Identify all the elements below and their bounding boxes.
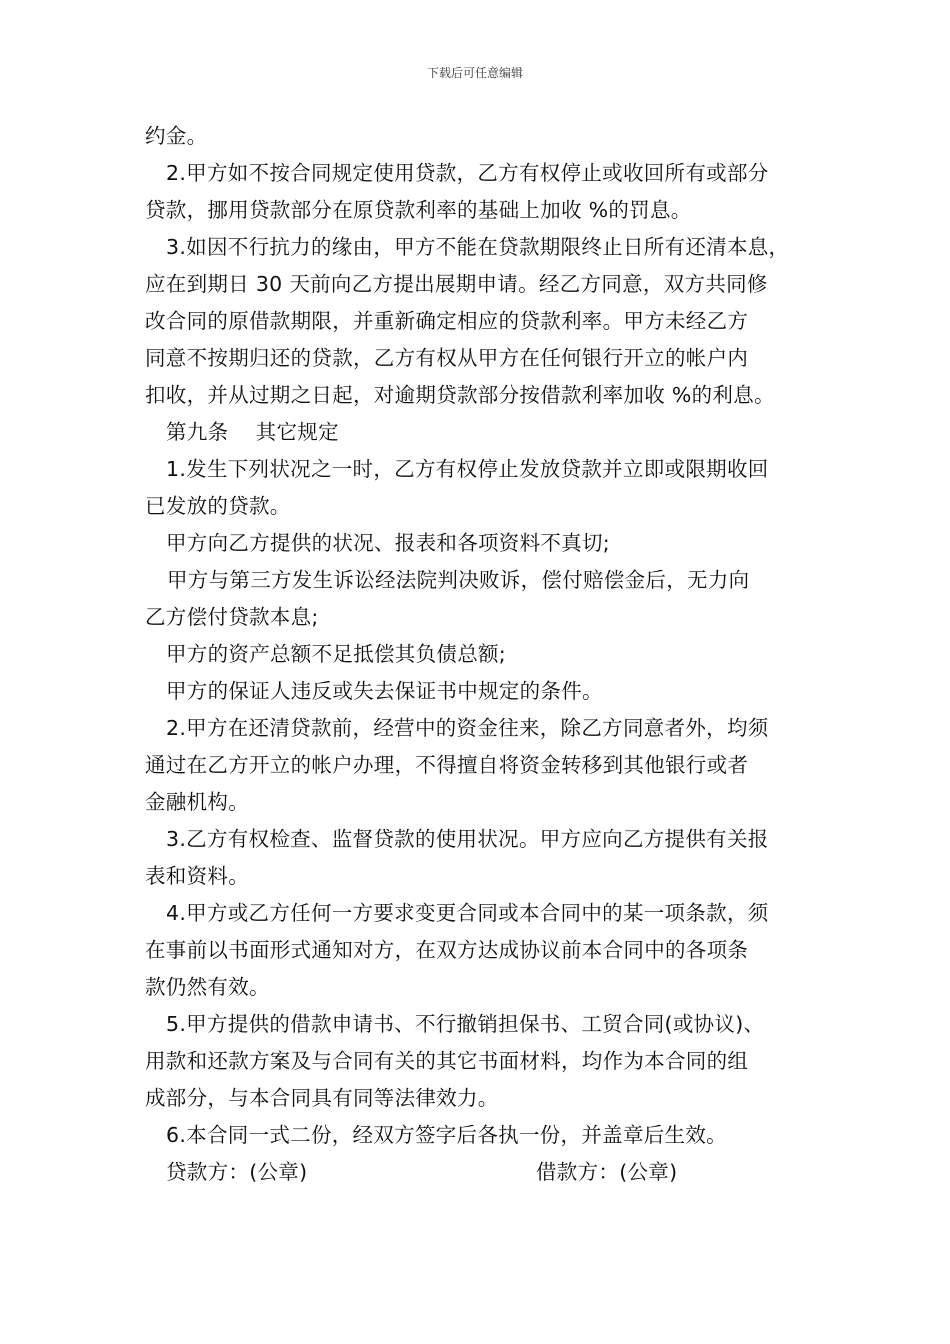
text-line: 在事前以书面形式通知对方，在双方达成协议前本合同中的各项条 bbox=[145, 938, 749, 962]
text-line: 3.乙方有权检查、监督贷款的使用状况。甲方应向乙方提供有关报 bbox=[166, 827, 769, 851]
text-line: 同意不按期归还的贷款，乙方有权从甲方在任何银行开立的帐户内 bbox=[145, 346, 749, 370]
text-line: 改合同的原借款期限，并重新确定相应的贷款利率。甲方未经乙方 bbox=[145, 309, 749, 333]
text-line: 甲方与第三方发生诉讼经法院判决败诉，偿付赔偿金后，无力向 bbox=[167, 568, 750, 592]
text-line: 通过在乙方开立的帐户办理，不得擅自将资金转移到其他银行或者 bbox=[145, 753, 749, 777]
text-line: 2.甲方在还清贷款前，经营中的资金往来，除乙方同意者外，均须 bbox=[166, 716, 769, 740]
text-line: 用款和还款方案及与合同有关的其它书面材料，均作为本合同的组 bbox=[145, 1049, 749, 1073]
borrower-signature: 借款方：(公章) bbox=[536, 1160, 678, 1184]
text-line: 3.如因不行抗力的缘由，甲方不能在贷款期限终止日所有还清本息， bbox=[166, 235, 790, 259]
text-line: 甲方的保证人违反或失去保证书中规定的条件。 bbox=[166, 679, 603, 703]
text-line: 1.发生下列状况之一时，乙方有权停止发放贷款并立即或限期收回 bbox=[166, 457, 769, 481]
text-line: 甲方的资产总额不足抵偿其负债总额; bbox=[166, 642, 507, 666]
text-line: 金融机构。 bbox=[145, 790, 249, 814]
text-line: 6.本合同一式二份，经双方签字后各执一份，并盖章后生效。 bbox=[166, 1123, 727, 1147]
document-body bbox=[145, 118, 810, 1191]
page-header: 下载后可任意编辑 bbox=[426, 66, 523, 80]
text-line: 扣收，并从过期之日起，对逾期贷款部分按借款利率加收 %的利息。 bbox=[145, 383, 775, 407]
text-line: 表和资料。 bbox=[145, 864, 249, 888]
section-heading: 第九条 其它规定 bbox=[166, 420, 339, 444]
text-line: 已发放的贷款。 bbox=[145, 494, 291, 518]
text-line: 贷款，挪用贷款部分在原贷款利率的基础上加收 %的罚息。 bbox=[145, 198, 692, 222]
text-line: 甲方向乙方提供的状况、报表和各项资料不真切; bbox=[166, 531, 611, 555]
text-line: 约金。 bbox=[145, 124, 208, 148]
text-line: 乙方偿付贷款本息; bbox=[145, 605, 319, 629]
text-line: 4.甲方或乙方任何一方要求变更合同或本合同中的某一项条款，须 bbox=[166, 901, 769, 925]
text-line: 5.甲方提供的借款申请书、不行撤销担保书、工贸合同(或协议)、 bbox=[166, 1012, 765, 1036]
text-line: 2.甲方如不按合同规定使用贷款，乙方有权停止或收回所有或部分 bbox=[166, 161, 769, 185]
text-line: 成部分，与本合同具有同等法律效力。 bbox=[145, 1086, 499, 1110]
text-line: 应在到期日 30 天前向乙方提出展期申请。经乙方同意，双方共同修 bbox=[145, 272, 768, 296]
signature-row bbox=[145, 1154, 810, 1191]
lender-signature: 贷款方：(公章) bbox=[166, 1160, 308, 1184]
text-line: 款仍然有效。 bbox=[145, 975, 270, 999]
